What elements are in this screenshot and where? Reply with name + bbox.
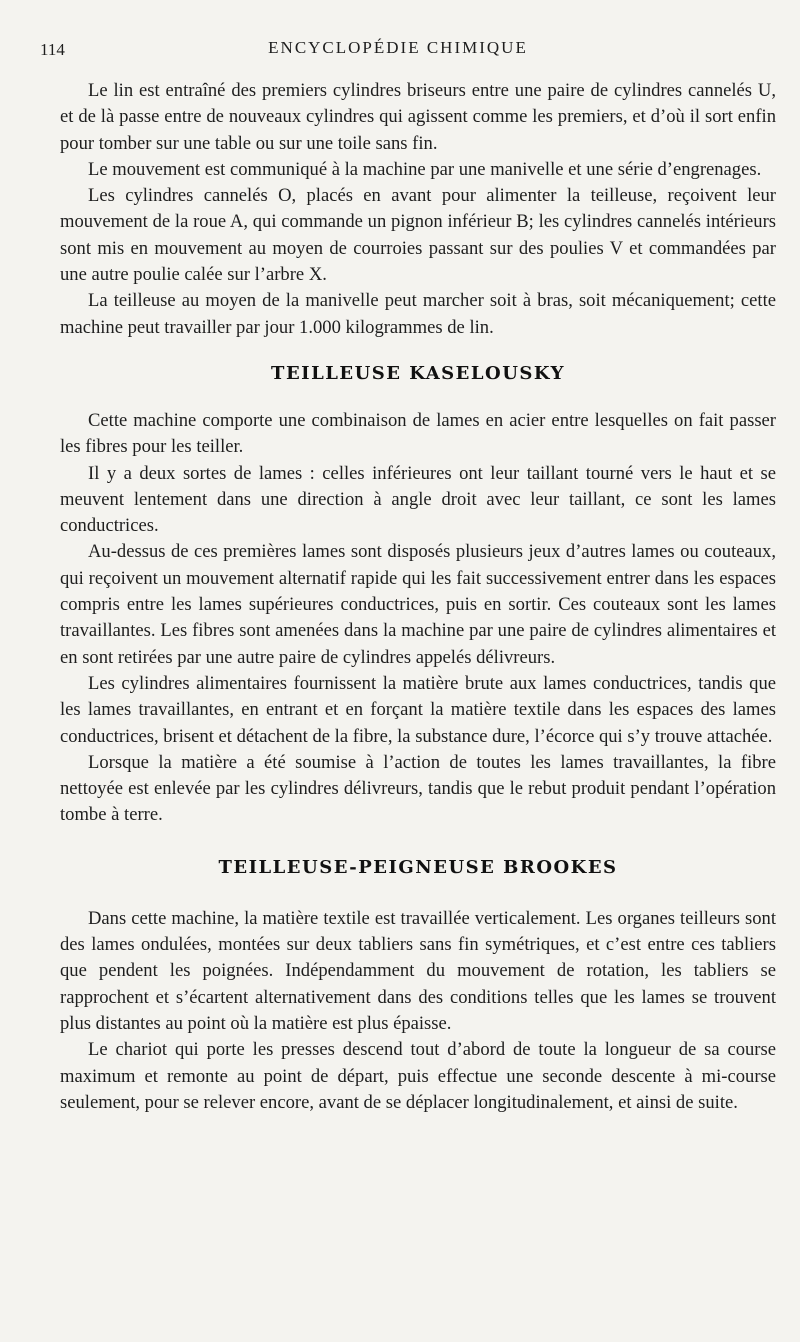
section-heading-kaselousky: TEILLEUSE KASELOUSKY — [271, 362, 565, 384]
paragraph: Le mouvement est communiqué à la machine par une manivelle et une série d’engrenages. — [88, 158, 762, 180]
paragraph: Il y a deux sortes de lames : celles inférieures ont leur taillant tourné vers le haut et se meuvent lentement dans une direction à angle droit avec leur taillant, ce sont les lames conductrices. — [60, 462, 776, 537]
page-number: 114 — [40, 40, 65, 59]
paragraph: Lorsque la matière a été soumise à l’action de toutes les lames travaillantes, la fibre nettoyée est enlevée par les cylindres délivreurs, tandis que le rebut produit pendant l’opération tombe à terre. — [60, 751, 776, 826]
paragraph: Le chariot qui porte les presses descend tout d’abord de toute la longueur de sa course maximum et remonte au point de départ, puis effectue une seconde descente à mi-course seulement, pour se relever encore, avant de se déplacer longitudinalement, et ainsi de suite. — [60, 1039, 776, 1113]
paragraph: Le lin est entraîné des premiers cylindres briseurs entre une paire de cylindres cannelés U, et de là passe entre de nouveaux cylindres qui agissent comme les premiers, et d’où il sort enfin pour tomber sur une table ou sur une toile sans fin. — [60, 80, 776, 154]
running-header — [40, 38, 776, 64]
paragraph: Les cylindres cannelés O, placés en avant pour alimenter la teilleuse, reçoivent leur mouvement de la roue A, qui commande un pignon inférieur B; les cylindres cannelés intérieurs sont mis en mouvement au moyen de courroies passant sur des poulies V et commandées par une autre poulie calée sur l’arbre X. — [60, 185, 776, 286]
paragraph: Au-dessus de ces premières lames sont disposés plusieurs jeux d’autres lames ou couteaux, qui reçoivent un mouvement alternatif rapide qui les fait successivement entrer dans les espaces compris entre les lames supérieures conductrices, puis en sortir. Ces couteaux sont les lames travaillantes. Les fibres sont amenées dans la machine par une paire de cylindres alimentaires et en sont retirées par une autre paire de cylindres appelés délivreurs. — [60, 541, 776, 668]
intro-text — [60, 78, 776, 341]
section-kaselousky-text — [60, 408, 776, 829]
paragraph: Dans cette machine, la matière textile est travaillée verticalement. Les organes teilleurs sont des lames ondulées, montées sur deux tabliers sans fin symétriques, et c’est entre ces tabliers que pendent les poignées. Indépendamment du mouvement de rotation, les tabliers se rapprochent et s’écartent alternativement dans des conditions telles que les lames se trouvent plus distantes au point où la matière est plus épaisse. — [60, 907, 776, 1034]
paragraph: Cette machine comporte une combinaison de lames en acier entre lesquelles on fait passer les fibres pour les teiller. — [60, 409, 776, 458]
section-heading-brookes: TEILLEUSE-PEIGNEUSE BROOKES — [218, 856, 618, 878]
running-title: ENCYCLOPÉDIE CHIMIQUE — [268, 38, 528, 57]
paragraph: La teilleuse au moyen de la manivelle peut marcher soit à bras, soit mécaniquement; cette machine peut travailler par jour 1.000 kilogrammes de lin. — [60, 290, 776, 338]
paragraph: Les cylindres alimentaires fournissent la matière brute aux lames conductrices, tandis que les lames travaillantes, en entrant et en forçant la matière textile dans les espaces des lames conductrices, brisent et détachent de la fibre, la substance dure, l’écorce qui s’y trouve attachée. — [60, 672, 776, 747]
section-brookes-text — [60, 906, 776, 1116]
